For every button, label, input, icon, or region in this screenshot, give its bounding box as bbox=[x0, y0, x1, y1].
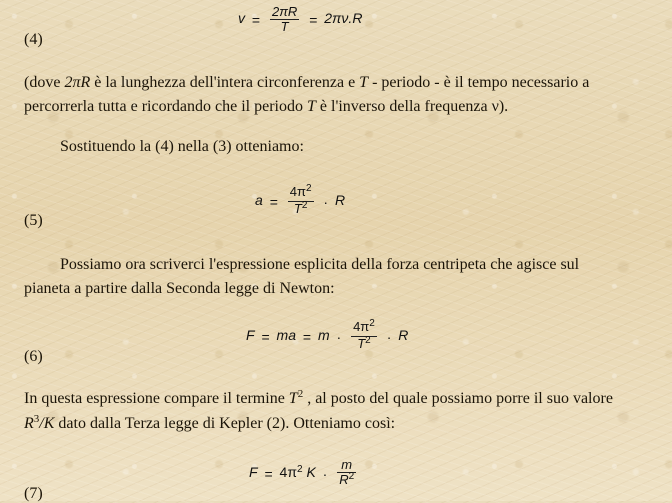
paragraph-math: T bbox=[288, 390, 298, 407]
paragraph-definition bbox=[24, 71, 670, 119]
paragraph-substitution bbox=[24, 135, 670, 159]
fraction-denominator-main: T bbox=[357, 336, 366, 351]
paragraph-text: In questa espressione compare il termine bbox=[24, 390, 289, 407]
fraction-denominator-main: R bbox=[339, 472, 349, 487]
fraction-denominator-exponent: 2 bbox=[348, 471, 355, 482]
coefficient-exponent: 2 bbox=[296, 464, 303, 476]
equation-right-side: 2πν.R bbox=[324, 10, 363, 27]
fraction-numerator-main: 4π bbox=[289, 184, 306, 199]
paragraph-kepler-substitution bbox=[24, 387, 670, 437]
fraction-numerator-exponent: 2 bbox=[305, 183, 312, 194]
equals-sign: = bbox=[261, 328, 270, 345]
multiplication-dot: · bbox=[336, 328, 342, 345]
fraction-denominator bbox=[351, 337, 377, 353]
force-symbol: F bbox=[246, 327, 255, 344]
equals-sign: = bbox=[302, 328, 312, 345]
paragraph-text: (dove bbox=[24, 74, 65, 91]
paragraph-text: è la lunghezza dell'intera circonferenza e bbox=[90, 74, 360, 91]
paragraph-centripetal-force bbox=[24, 253, 670, 301]
multiplication-dot: · bbox=[323, 193, 329, 210]
equation-label-4: (4) bbox=[24, 31, 43, 48]
multiplication-dot: · bbox=[322, 465, 328, 482]
fraction-denominator bbox=[288, 202, 314, 218]
paragraph-text: è l'inverso della frequenza ν). bbox=[315, 98, 509, 115]
force-fraction bbox=[351, 320, 377, 353]
fraction-numerator bbox=[288, 185, 314, 202]
coefficient: 4π bbox=[279, 464, 297, 481]
paragraph-text: Possiamo ora scriverci l'espressione esplicita della forza centripeta che agisce sul bbox=[60, 256, 580, 273]
equation-label-7: (7) bbox=[24, 485, 43, 502]
velocity-symbol: v bbox=[238, 10, 245, 27]
paragraph-math: R bbox=[24, 415, 34, 432]
paragraph-exponent: 3 bbox=[33, 413, 40, 425]
radius-symbol: R bbox=[334, 192, 346, 209]
fraction-numerator bbox=[351, 320, 377, 337]
paragraph-text: , al posto del quale possiamo porre il suo valore bbox=[303, 390, 613, 407]
equation-6-formula bbox=[246, 320, 408, 353]
paragraph-math: 2πR bbox=[64, 74, 91, 91]
fraction-numerator: m bbox=[337, 458, 356, 473]
circumference-over-period-fraction bbox=[270, 5, 299, 34]
fraction-denominator bbox=[337, 473, 356, 489]
paragraph-exponent: 2 bbox=[297, 388, 304, 400]
mass-symbol: m bbox=[317, 327, 330, 344]
mass-acceleration-term: ma bbox=[276, 327, 296, 344]
force-symbol: F bbox=[249, 464, 258, 481]
paragraph-text: Sostituendo la (4) nella (3) otteniamo: bbox=[60, 138, 304, 155]
equation-7-formula bbox=[249, 458, 359, 489]
acceleration-symbol: a bbox=[255, 192, 263, 209]
paragraph-math: /K bbox=[39, 415, 55, 432]
equals-sign: = bbox=[251, 11, 261, 28]
fraction-numerator-main: 4π bbox=[353, 319, 370, 334]
acceleration-fraction bbox=[288, 185, 314, 218]
fraction-denominator: T bbox=[280, 19, 289, 34]
paragraph-math: T bbox=[359, 74, 369, 91]
fraction-numerator-exponent: 2 bbox=[369, 318, 375, 329]
equation-4-formula bbox=[238, 5, 362, 34]
kepler-constant-symbol: K bbox=[306, 464, 316, 481]
paragraph-text: pianeta a partire dalla Seconda legge di Newton: bbox=[24, 280, 335, 297]
paragraph-math: T bbox=[306, 98, 316, 115]
fraction-denominator-exponent: 2 bbox=[365, 335, 371, 346]
equation-label-5: (5) bbox=[24, 212, 43, 229]
multiplication-dot: · bbox=[386, 328, 392, 345]
equals-sign: = bbox=[264, 465, 273, 482]
fraction-denominator-exponent: 2 bbox=[301, 200, 308, 211]
mass-over-radius-squared-fraction bbox=[337, 458, 356, 489]
equals-sign: = bbox=[309, 11, 318, 28]
equation-5-formula bbox=[255, 185, 345, 218]
equals-sign: = bbox=[269, 193, 278, 210]
paragraph-text: percorrerla tutta e ricordando che il periodo bbox=[24, 98, 307, 115]
paragraph-text: dato dalla Terza legge di Kepler (2). Otteniamo così: bbox=[54, 415, 396, 432]
equation-label-6: (6) bbox=[24, 348, 43, 365]
paragraph-text: - periodo - è il tempo necessario a bbox=[368, 74, 590, 91]
fraction-denominator-main: T bbox=[293, 201, 302, 216]
fraction-numerator: 2πR bbox=[271, 4, 298, 19]
radius-symbol: R bbox=[398, 327, 409, 344]
